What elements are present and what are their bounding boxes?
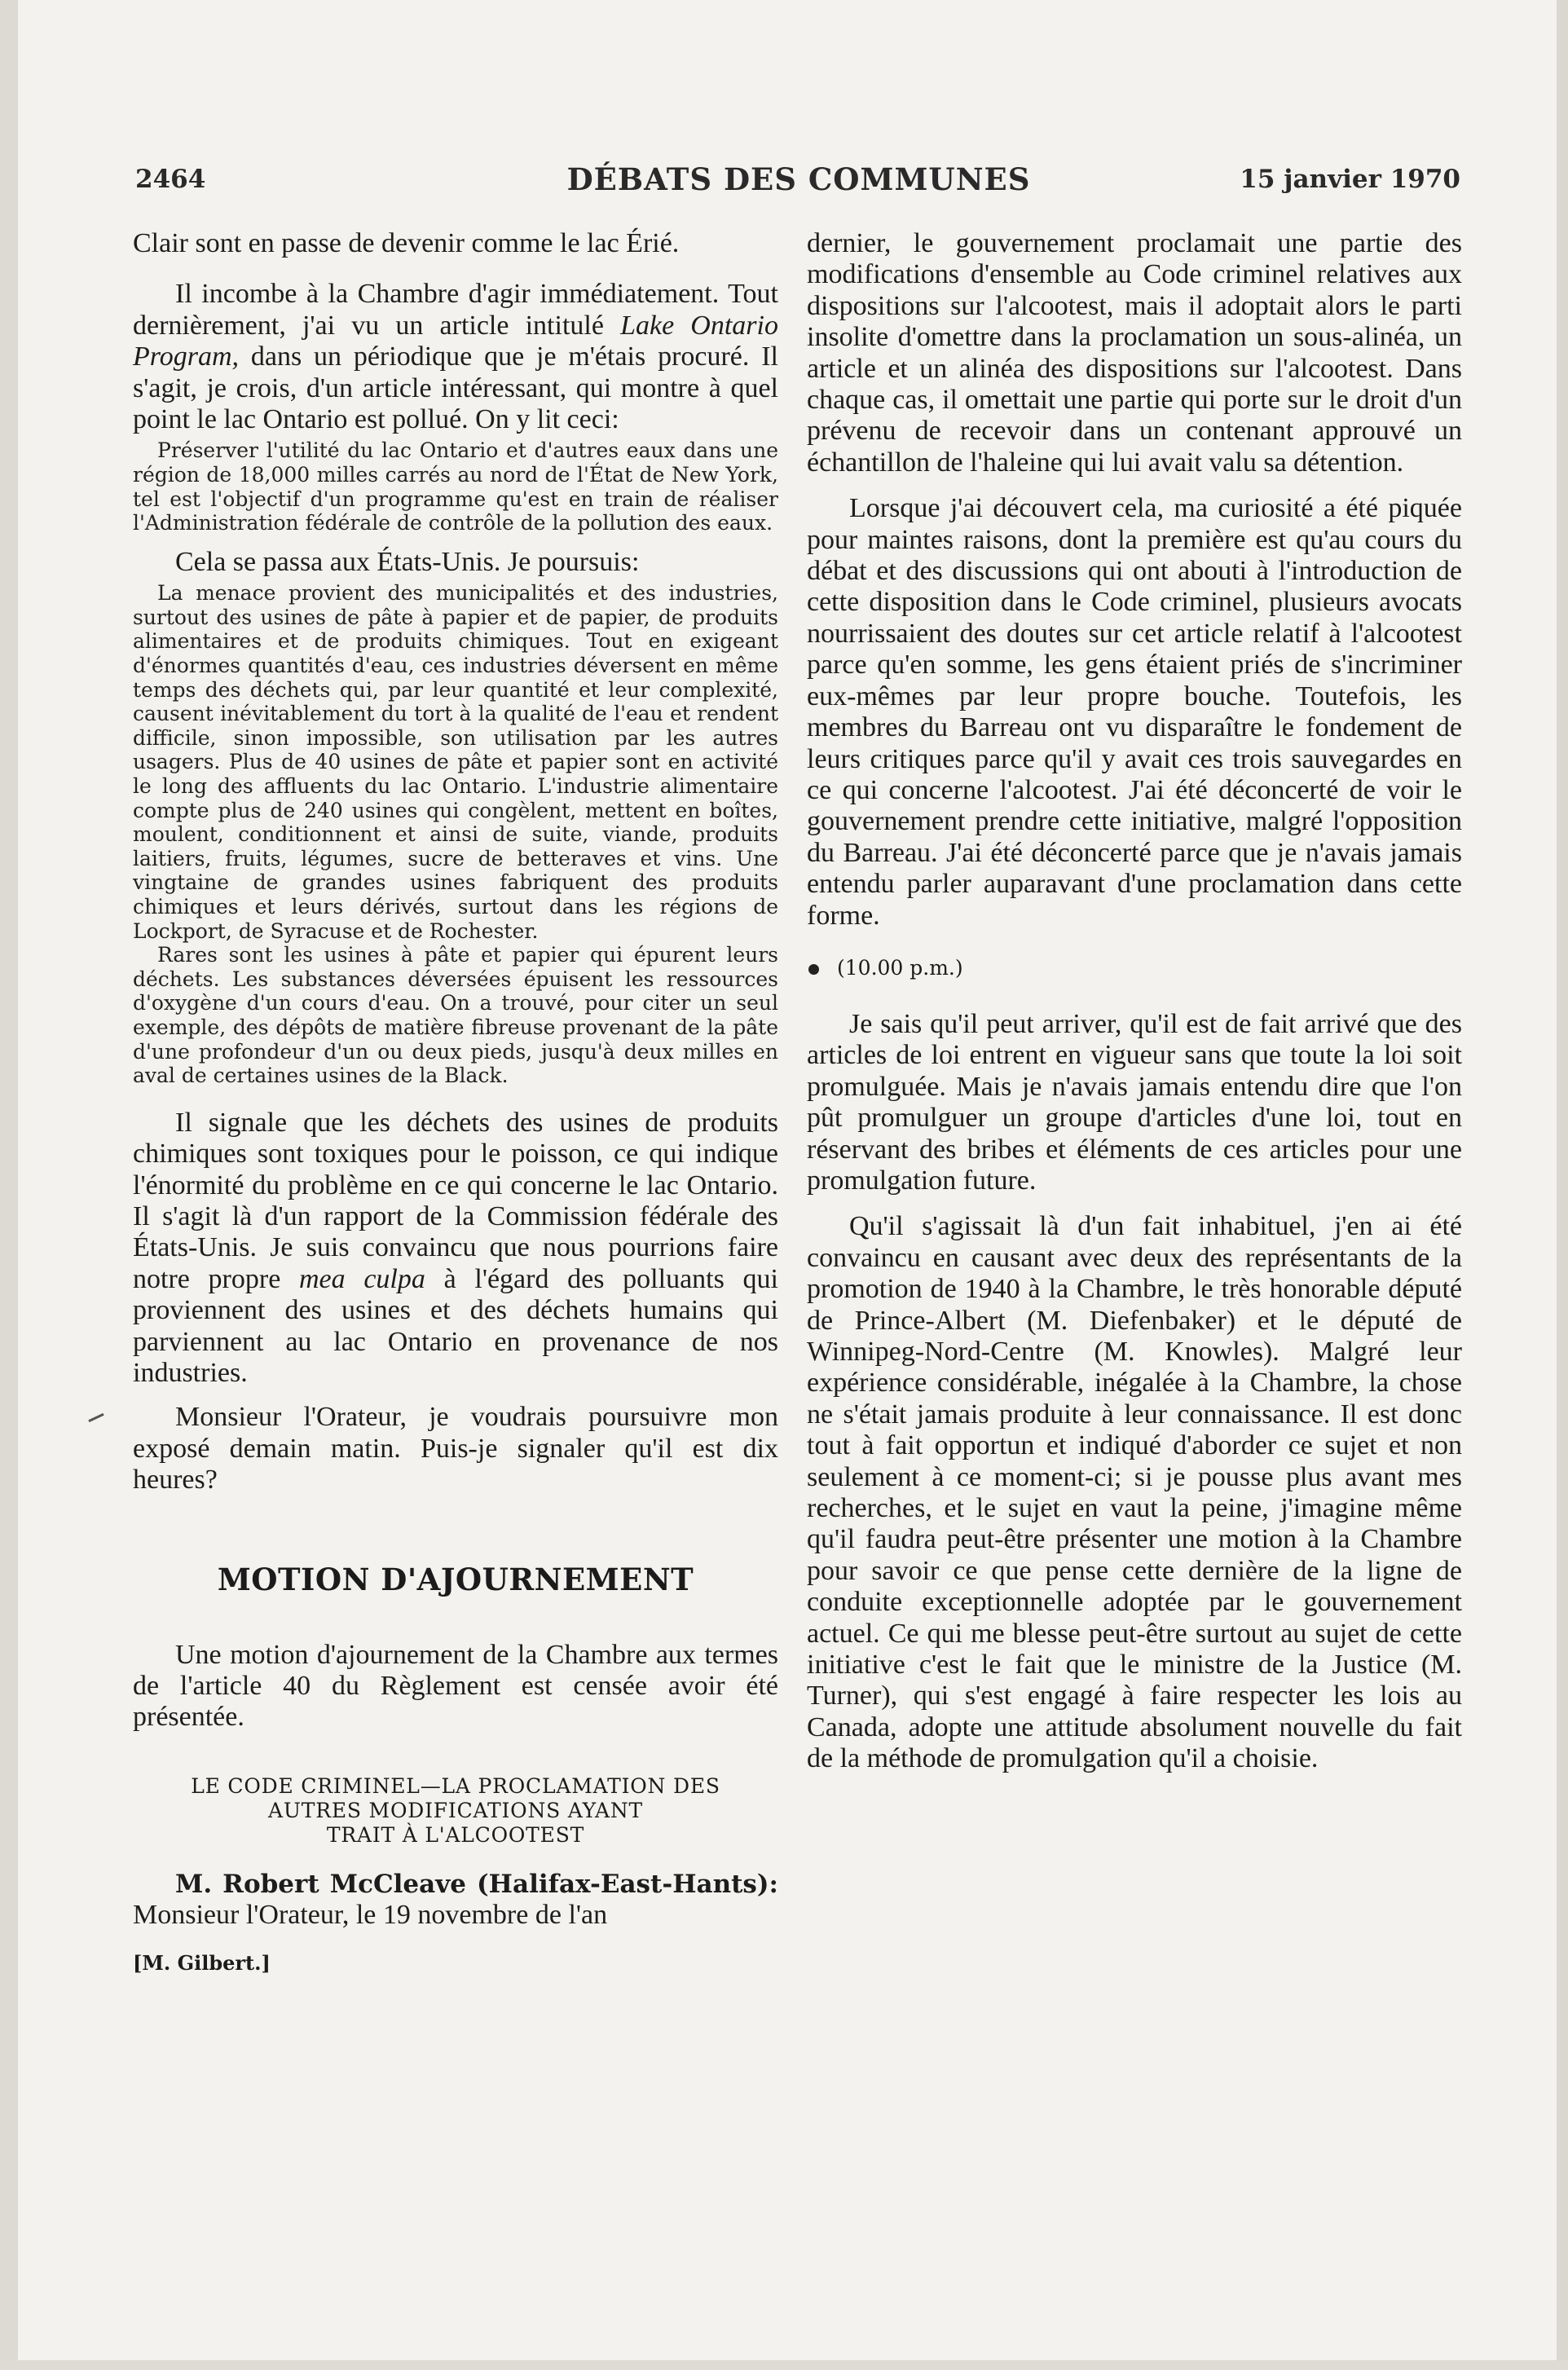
- time-marker: (10.00 p.m.): [807, 956, 1462, 980]
- journal-title: DÉBATS DES COMMUNES: [566, 161, 1031, 197]
- quote-paragraph: Préserver l'utilité du lac Ontario et d'autres eaux dans une région de 18,000 milles carrés au nord de l'État de New York, tel est l'objectif d'un programme qu'est en train de réaliser l'Administration fédérale de contrôle de la pollution des eaux.: [133, 438, 778, 535]
- right-column: [807, 228, 1462, 1775]
- paragraph: Il incombe à la Chambre d'agir immédiatement. Tout dernièrement, j'ai vu un article intitulé Lake Ontario Program, dans un périodique que je m'étais procuré. Il s'agit, je crois, d'un article intéressant, qui montre à quel point le lac Ontario est pollué. On y lit ceci:: [133, 279, 778, 435]
- scan-right-margin: [1557, 0, 1568, 2370]
- quote-paragraph: Rares sont les usines à pâte et papier qui épurent leurs déchets. Les substances déversées épuisent les ressources d'oxygène d'un cours d'eau. On a trouvé, pour citer un seul exemple, des dépôts de matière fibreuse provenant de la pâte d'une profondeur d'un ou deux pieds, jusqu'à deux milles en aval de certaines usines de la Black.: [133, 943, 778, 1088]
- paragraph: Qu'il s'agissait là d'un fait inhabituel, j'en ai été convaincu en causant avec deux des représentants de la promotion de 1940 à la Chambre, le très honorable député de Prince-Albert (M. Diefenbaker) et le député de Winnipeg-Nord-Centre (M. Knowles). Malgré leur expérience considérable, inégalée à la Chambre, la chose ne s'était jamais produite à leur connaissance. Il est donc tout à fait opportun et indiqué d'aborder ce sujet et non seulement à ce moment-ci; si je pousse plus avant mes recherches, et le sujet en vaut la peine, j'imagine même qu'il faudra peut-être présenter une motion à la Chambre pour savoir ce que pense cette dernière de la ligne de conduite exceptionnelle adoptée par le gouvernement actuel. Ce qui me blesse peut-être surtout au sujet de cette initiative c'est le fait que le ministre de la Justice (M. Turner), qui s'est engagé à faire respecter les lois au Canada, adopte une attitude absolument nouvelle du fait de la méthode de promulgation qu'il a choisie.: [807, 1211, 1462, 1774]
- left-column: [133, 228, 778, 1975]
- speaker-paragraph: M. Robert McCleave (Halifax-East-Hants): Monsieur l'Orateur, le 19 novembre de l'an: [133, 1869, 778, 1931]
- paragraph: Il signale que les déchets des usines de produits chimiques sont toxiques pour le poisson, ce qui indique l'énormité du problème en ce qui concerne le lac Ontario. Il s'agit là d'un rapport de la Commission fédérale des États-Unis. Je suis convaincu que nous pourrions faire notre propre mea culpa à l'égard des polluants qui proviennent des usines et des déchets humains qui parviennent au lac Ontario en provenance de nos industries.: [133, 1107, 778, 1388]
- speaker-name: M. Robert McCleave (Halifax-East-Hants):: [175, 1869, 778, 1899]
- bullet-icon: [808, 964, 819, 975]
- page-date: 15 janvier 1970: [1240, 165, 1460, 194]
- block-quote: [133, 581, 778, 1087]
- paragraph: Je sais qu'il peut arriver, qu'il est de fait arrivé que des articles de loi entrent en vigueur sans que toute la loi soit promulguée. Mais je n'avais jamais entendu dire que l'on pût promulguer un groupe d'articles d'une loi, tout en réservant des bribes et éléments de ces articles pour une promulgation future.: [807, 1008, 1462, 1196]
- margin-mark: [88, 1413, 104, 1422]
- section-heading: MOTION D'AJOURNEMENT: [217, 1561, 694, 1597]
- paragraph: Une motion d'ajournement de la Chambre aux termes de l'article 40 du Règlement est censée avoir été présentée.: [133, 1639, 778, 1733]
- paragraph: dernier, le gouvernement proclamait une partie des modifications d'ensemble au Code criminel relatives aux dispositions sur l'alcootest, mais il adoptait alors le parti insolite d'omettre dans la proclamation un sous-alinéa, un article et un alinéa des dispositions sur l'alcootest. Dans chaque cas, il omettait une partie qui porte sur le droit d'un prévenu de recevoir dans un contenant approuvé un échantillon de l'haleine qui lui avait valu sa détention.: [807, 228, 1462, 478]
- latin-phrase: mea culpa: [299, 1263, 425, 1294]
- article-title: Lake Ontario Program,: [133, 310, 778, 372]
- page-number: 2464: [135, 165, 206, 194]
- page-header: [130, 161, 1467, 202]
- paragraph: Monsieur l'Orateur, je voudrais poursuivre mon exposé demain matin. Puis-je signaler qu'il est dix heures?: [133, 1402, 778, 1496]
- subsection-heading: LE CODE CRIMINEL—LA PROCLAMATION DES AUTRES MODIFICATIONS AYANT TRAIT À L'ALCOOTEST: [191, 1773, 720, 1847]
- footer-reference: [M. Gilbert.]: [133, 1950, 271, 1975]
- paragraph: Cela se passa aux États-Unis. Je poursuis:: [175, 546, 640, 577]
- block-quote: [133, 438, 778, 535]
- paragraph: Lorsque j'ai découvert cela, ma curiosité a été piquée pour maintes raisons, dont la première est qu'au cours du débat et des discussions qui ont abouti à l'introduction de cette disposition dans le Code criminel, plusieurs avocats nourrissaient des doutes sur cet article relatif à l'alcootest parce qu'en somme, les gens étaient priés de s'incriminer eux-mêmes par leur propre bouche. Toutefois, les membres du Barreau ont vu disparaître le fondement de leurs critiques parce qu'il y avait ces trois sauvegardes en ce qui concerne l'alcootest. J'ai été déconcerté de voir le gouvernement prendre cette initiative, malgré l'opposition du Barreau. J'ai été déconcerté parce que je n'avais jamais entendu parler auparavant d'une proclamation dans cette forme.: [807, 493, 1462, 931]
- scan-bottom-margin: [0, 2360, 1568, 2370]
- quote-paragraph: La menace provient des municipalités et des industries, surtout des usines de pâte à papier et de papier, de produits alimentaires et de produits chimiques. Tout en exigeant d'énormes quantités d'eau, ces industries déversent en même temps des déchets qui, par leur quantité et leur complexité, causent inévitablement du tort à la qualité de l'eau et rendent difficile, sinon impossible, son utilisation par les autres usagers. Plus de 40 usines de pâte et papier sont en activité le long des affluents du lac Ontario. L'industrie alimentaire compte plus de 240 usines qui congèlent, mettent en boîtes, moulent, conditionnent et ainsi de suite, viande, produits laitiers, fruits, légumes, sucre de betteraves et vins. Une vingtaine de grandes usines fabriquent des produits chimiques et leurs dérivés, surtout dans les régions de Lockport, de Syracuse et de Rochester.: [133, 581, 778, 943]
- scan-left-margin: [0, 0, 18, 2370]
- paragraph: Clair sont en passe de devenir comme le lac Érié.: [133, 228, 680, 258]
